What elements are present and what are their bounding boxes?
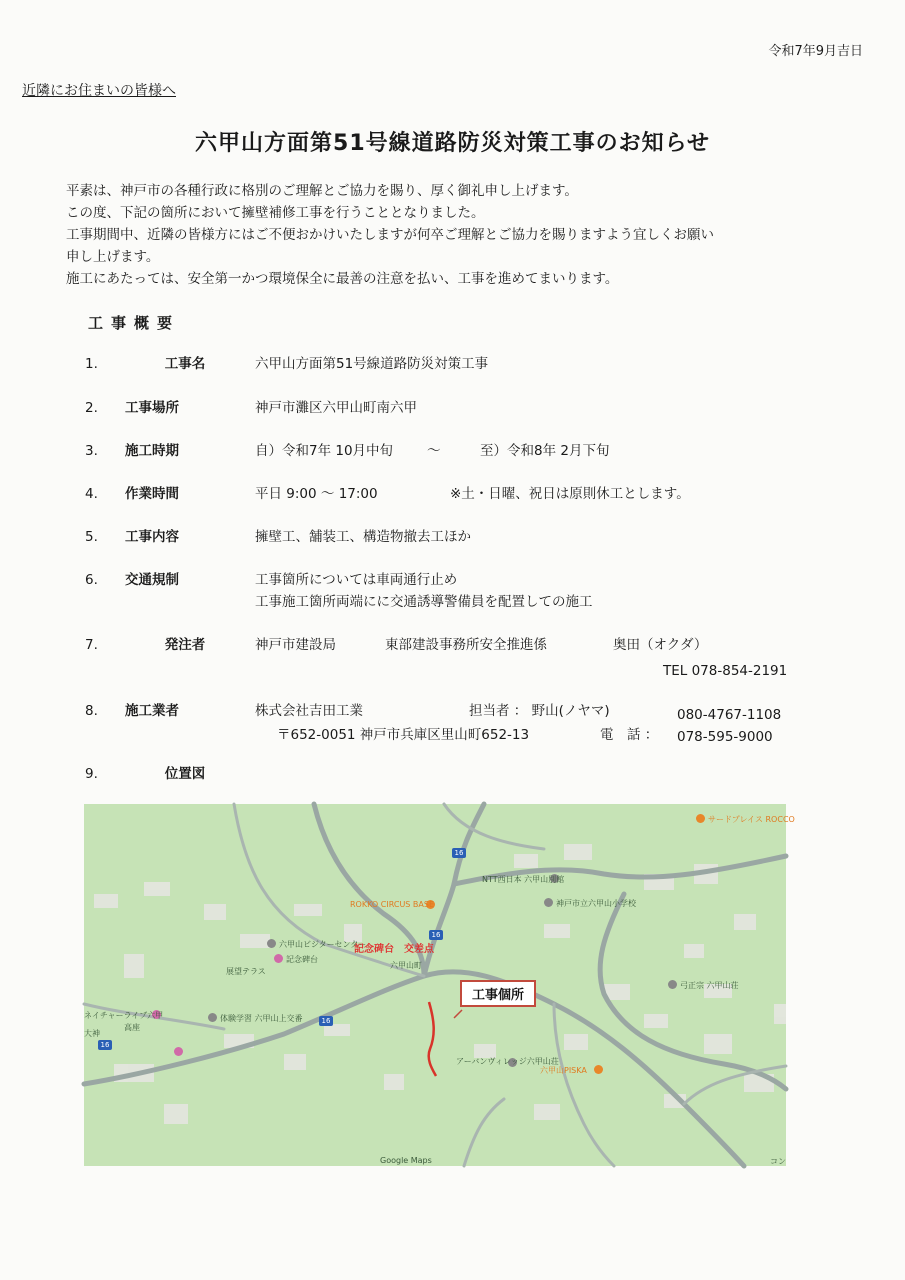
shrine-marker-icon [174, 1047, 183, 1056]
item-number: 1. [85, 356, 98, 372]
map-label: 高座 [124, 1023, 140, 1032]
item-label: 作業時間 [125, 486, 179, 502]
intro-line: 施工にあたっては、安全第一かつ環境保全に最善の注意を払い、工事を進めてまいります。 [66, 271, 619, 287]
page-title: 六甲山方面第51号線道路防災対策工事のお知らせ [195, 131, 710, 156]
client-person: 奥田（オクダ） [613, 637, 708, 653]
item-number: 6. [85, 572, 98, 588]
item-value: 神戸市灘区六甲山町南六甲 [255, 400, 417, 416]
map-label: サードプレイス ROCCO [708, 815, 795, 824]
intro-paragraph [66, 180, 806, 290]
hours-note: ※土・日曜、祝日は原則休工とします。 [450, 486, 690, 502]
map-label: アーバンヴィレッジ六甲山荘 [456, 1057, 559, 1066]
item-number: 5. [85, 529, 98, 545]
map-label: 六甲山町 [390, 961, 422, 970]
location-map [84, 804, 795, 1166]
police-marker-icon [208, 1013, 217, 1022]
item-label: 施工業者 [125, 703, 179, 719]
period-to: 至）令和8年 2月下旬 [480, 443, 610, 459]
map-attribution: Google Maps [380, 1156, 432, 1165]
section-heading: 工事概要 [88, 314, 181, 332]
client-tel: TEL 078-854-2191 [663, 663, 788, 679]
construction-site-callout: 工事個所 [460, 980, 536, 1007]
item-number: 9. [85, 766, 98, 782]
route-badge: 16 [452, 848, 466, 858]
route-badge: 16 [319, 1016, 333, 1026]
contractor-address: 〒652-0051 神戸市兵庫区里山町652-13 [277, 727, 530, 743]
piska-marker-icon [594, 1065, 603, 1074]
map-label: NTT西日本 六甲山別館 [482, 875, 565, 884]
intersection-label: 記念碑台 交差点 [354, 944, 434, 955]
item-number: 4. [85, 486, 98, 502]
intro-line: 工事期間中、近隣の皆様方にはご不便おかけいたしますが何卒ご理解とご協力を賜りますよう宜しくお願い [66, 227, 714, 243]
intro-line: この度、下記の箇所において擁壁補修工事を行うこととなりました。 [66, 205, 485, 221]
map-label: 神戸市立六甲山小学校 [556, 899, 636, 908]
map-label: 展望テラス [226, 967, 266, 976]
hours-time: 平日 9:00 ～ 17:00 [255, 486, 378, 502]
center-marker-icon [267, 939, 276, 948]
item-number: 3. [85, 443, 98, 459]
contractor-mobile: 080-4767-1108 [677, 707, 782, 723]
item-label: 工事場所 [125, 400, 179, 416]
map-label: ネイチャーライブ六甲 [84, 1011, 164, 1020]
client-dept: 東部建設事務所安全推進係 [385, 637, 547, 653]
client-org: 神戸市建設局 [255, 637, 336, 653]
intro-line: 平素は、神戸市の各種行政に格別のご理解とご協力を賜り、厚く御礼申し上げます。 [66, 183, 578, 199]
cafe-marker-icon [696, 814, 705, 823]
map-label: 弓正宗 六甲山荘 [680, 981, 739, 990]
period-from: 自）令和7年 10月中旬 [255, 443, 394, 459]
period-tilde: ～ [427, 443, 441, 459]
item-value: 擁壁工、舗装工、構造物撤去工ほか [255, 529, 471, 545]
item-label: 施工時期 [125, 443, 179, 459]
item-value: 六甲山方面第51号線道路防災対策工事 [255, 356, 489, 372]
map-label: 体験学習 六甲山上交番 [220, 1014, 303, 1023]
map-label: 大神 [84, 1029, 100, 1038]
item-label: 工事名 [164, 356, 206, 372]
traffic-line-2: 工事施工箇所両端にに交通誘導警備員を配置しての施工 [255, 594, 593, 610]
item-label: 位置図 [164, 766, 206, 782]
notice-date: 令和7年9月吉日 [768, 44, 863, 59]
route-badge: 16 [429, 930, 443, 940]
lodge-marker-icon [668, 980, 677, 989]
traffic-line-1: 工事箇所については車両通行止め [255, 572, 458, 588]
map-label: コン [770, 1157, 786, 1166]
contractor-phone: 078-595-9000 [677, 729, 773, 745]
greeting: 近隣にお住まいの皆様へ [22, 83, 176, 99]
monument-marker-icon [274, 954, 283, 963]
map-label: ROKKO CIRCUS BASE [350, 900, 435, 909]
map-label: 記念碑台 [286, 955, 318, 964]
item-number: 2. [85, 400, 98, 416]
intro-line: 申し上げます。 [66, 249, 160, 265]
map-label: 六甲山ビジターセンター [279, 940, 367, 949]
contractor-company: 株式会社吉田工業 [255, 703, 363, 719]
contractor-contact: 担当者 ： 野山(ノヤマ) [469, 703, 610, 719]
item-label: 交通規制 [125, 572, 179, 588]
contractor-phone-label: 電 話 ： [600, 727, 659, 743]
item-number: 8. [85, 703, 98, 719]
map-label: 六甲山PISKA [540, 1066, 587, 1075]
item-label: 工事内容 [125, 529, 179, 545]
school-marker-icon [544, 898, 553, 907]
item-label: 発注者 [164, 637, 206, 653]
item-number: 7. [85, 637, 98, 653]
route-badge: 16 [98, 1040, 112, 1050]
